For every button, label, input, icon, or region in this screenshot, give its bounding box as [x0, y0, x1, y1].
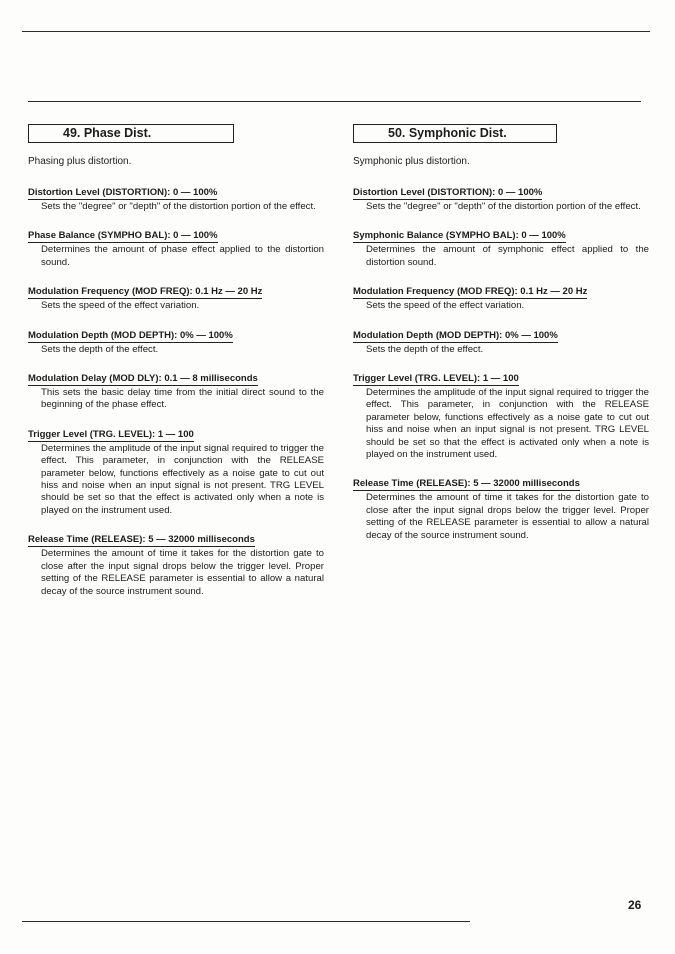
param-description: This sets the basic delay time from the initial direct sound to the beginning of the phase effect.	[41, 387, 324, 411]
param-description: Sets the speed of the effect variation.	[366, 300, 525, 312]
param-description: Determines the amount of time it takes for the distortion gate to close after the input signal drops below the trigger level. Proper setting of the RELEASE parameter is essential to allow a natural decay of the source instrument sound.	[366, 492, 649, 541]
param-title: Distortion Level (DISTORTION): 0 — 100%	[28, 187, 218, 198]
param-mod-depth	[28, 325, 324, 356]
param-description: Sets the "degree" or "depth" of the distortion portion of the effect.	[366, 201, 641, 212]
param-title: Modulation Frequency (MOD FREQ): 0.1 Hz — 20 Hz	[353, 286, 588, 298]
param-title: Trigger Level (TRG. LEVEL): 1 — 100	[353, 373, 519, 385]
section-intro: Phasing plus distortion.	[28, 156, 132, 167]
param-description: Determines the amount of symphonic effect applied to the distortion sound.	[366, 244, 649, 268]
footer-rule	[22, 921, 470, 922]
param-description: Determines the amount of time it takes for the distortion gate to close after the input signal drops below the trigger level. Proper setting of the RELEASE parameter is essential to allow a natural decay of the source instrument sound.	[41, 548, 324, 597]
param-description: Determines the amplitude of the input signal required to trigger the effect. This parameter, in conjunction with the RELEASE parameter below, functions effectively as a noise gate to cut out hiss and noise when an input signal is not present. TRG LEVEL should be set so that the effect is activated only when a note is played on the instrument used.	[366, 387, 649, 461]
param-mod-delay	[28, 368, 324, 412]
top-rule	[22, 31, 650, 32]
param-description: Sets the depth of the effect.	[41, 343, 159, 355]
param-distortion-level	[353, 182, 649, 213]
section-intro: Symphonic plus distortion.	[353, 156, 470, 167]
section-symphonic-dist	[353, 124, 649, 554]
section-heading: 50. Symphonic Dist.	[353, 124, 557, 143]
param-mod-freq	[353, 281, 649, 312]
param-description: Determines the amplitude of the input signal required to trigger the effect. This parameter, in conjunction with the RELEASE parameter below, functions effectively as a noise gate to cut out hiss and noise when an input signal is not present. TRG LEVEL should be set so that the effect is activated only when a note is played on the instrument used.	[41, 442, 324, 516]
param-description: Sets the depth of the effect.	[366, 343, 484, 355]
page-number: 26	[628, 898, 642, 912]
section-phase-dist	[28, 124, 324, 610]
param-title: Trigger Level (TRG. LEVEL): 1 — 100	[28, 428, 194, 440]
param-title: Release Time (RELEASE): 5 — 32000 milliseconds	[353, 478, 580, 490]
param-description: Sets the speed of the effect variation.	[41, 300, 200, 312]
param-release-time	[353, 473, 649, 542]
param-title: Release Time (RELEASE): 5 — 32000 milliseconds	[28, 534, 255, 546]
param-release-time	[28, 529, 324, 598]
param-description: Sets the "degree" or "depth" of the distortion portion of the effect.	[41, 201, 316, 212]
section-heading: 49. Phase Dist.	[28, 124, 234, 143]
param-title: Distortion Level (DISTORTION): 0 — 100%	[353, 187, 543, 198]
param-distortion-level	[28, 182, 324, 213]
param-mod-depth	[353, 325, 649, 356]
param-description: Determines the amount of phase effect applied to the distortion sound.	[41, 244, 324, 268]
param-title: Symphonic Balance (SYMPHO BAL): 0 — 100%	[353, 230, 566, 242]
param-title: Modulation Depth (MOD DEPTH): 0% — 100%	[28, 329, 233, 341]
param-trigger-level	[28, 424, 324, 517]
param-mod-freq	[28, 281, 324, 312]
param-phase-balance	[28, 225, 324, 269]
param-title: Modulation Depth (MOD DEPTH): 0% — 100%	[353, 329, 558, 341]
param-title: Phase Balance (SYMPHO BAL): 0 — 100%	[28, 230, 218, 242]
param-symphonic-balance	[353, 225, 649, 269]
param-title: Modulation Frequency (MOD FREQ): 0.1 Hz — 20 Hz	[28, 286, 263, 298]
param-title: Modulation Delay (MOD DLY): 0.1 — 8 milliseconds	[28, 373, 258, 385]
param-trigger-level	[353, 368, 649, 461]
header-rule	[28, 101, 641, 102]
